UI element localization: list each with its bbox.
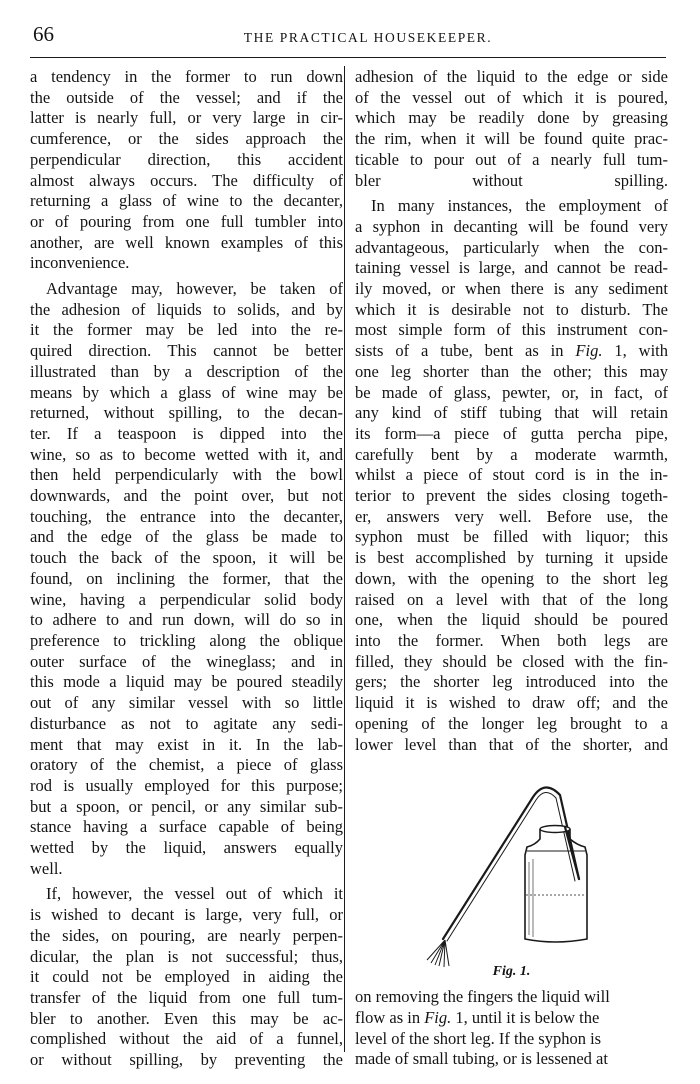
right-column [355, 67, 668, 1070]
text-line: opening of the longer leg brought to a [355, 713, 668, 733]
text-line: touch the back of the spoon, it will be [30, 548, 343, 568]
text-line: returning a glass of wine to the decanter, [30, 191, 343, 211]
text-line: perpendicular direction, this accident [30, 149, 343, 169]
text-line: out of any similar vessel with so little [30, 693, 343, 713]
text-line: then held perpendicularly with the bowl [30, 465, 343, 485]
fig-reference: Fig. [575, 341, 603, 361]
syphon-text-part1 [355, 196, 668, 339]
text-line: In many instances, the employment of [371, 196, 668, 216]
text-line: ment that may exist in it. In the lab- [30, 734, 343, 754]
figure-caption: Fig. 1. [492, 963, 531, 979]
text-line: illustrated than by a description of the [30, 361, 343, 381]
text-line: ticable to pour out of a nearly full tum- [355, 149, 668, 169]
text-line: it the former may be led into the re- [30, 320, 343, 340]
text-line: of the vessel out of which it is poured, [355, 87, 668, 107]
text-line: wine, so as to become wetted with it, and [30, 444, 343, 464]
text-line: to adhere to and run down, will do so in [30, 610, 343, 630]
text-line: cumference, or the sides approach the [30, 129, 343, 149]
text-line: adhesion of the liquid to the edge or side [355, 67, 668, 86]
text-line: gers; the shorter leg introduced into the [355, 672, 668, 692]
paragraph-continued [30, 67, 343, 274]
text-line: carefully bent by a moderate warmth, [355, 444, 668, 464]
text-line: another, are well known examples of this [30, 232, 343, 252]
text-line: bler to another. Even this may be ac- [30, 1008, 343, 1028]
text-line: liquid it is wished to draw off; and the [355, 693, 668, 713]
syphon-figure [355, 767, 668, 982]
fig-reference: Fig. [424, 1007, 452, 1027]
text-line: preference to trickling along the oblique [30, 630, 343, 650]
text-line: into the former. When both legs are [355, 630, 668, 650]
text-line: means by which a glass of wine may be [30, 382, 343, 402]
text-line: wetted by the liquid, answers equally [30, 838, 343, 858]
text-line: If, however, the vessel out of which it [46, 884, 343, 904]
text-line: taining vessel is large, and cannot be read- [355, 258, 668, 278]
text-line: bler without spilling. [355, 170, 668, 190]
text-line: syphon must be filled with liquor; this [355, 527, 668, 547]
text-line: be made of glass, pewter, or, in fact, of [355, 382, 668, 402]
text-line: level of the short leg. If the syphon is [355, 1028, 602, 1048]
text-line: the rim, when it will be found quite prac- [355, 129, 668, 149]
text-line: almost always occurs. The difficulty of [30, 170, 343, 190]
text-line: quired direction. This cannot be better [30, 341, 343, 361]
text-line: is wished to decant is large, very full, or [30, 905, 343, 925]
text-line: oratory of the chemist, a piece of glass [30, 755, 343, 775]
text-line: complished without the aid of a funnel, [30, 1029, 343, 1049]
text-line: found, on inclining the former, that the [30, 568, 343, 588]
page-number: 66 [33, 22, 54, 46]
text-line: lower level than that of the shorter, and [355, 734, 668, 754]
text-line: touching, the entrance into the decanter, [30, 506, 343, 526]
text-line: returned, without spilling, to the decan- [30, 403, 343, 423]
text-line: advantageous, particularly when the con- [355, 237, 668, 257]
text-line: one, when the liquid should be poured [355, 610, 668, 630]
text-line: down, with the opening to the short leg [355, 568, 668, 588]
text-line: which it is desirable not to disturb. The [355, 299, 668, 319]
text-line: but a spoon, or pencil, or any similar sub- [30, 796, 343, 816]
text-line: er, answers very well. Before use, the [355, 506, 668, 526]
text-line: disturbance as not to agitate any sedi- [30, 713, 343, 733]
removing-fingers-rest [355, 1029, 608, 1069]
paragraph-adhesion [30, 279, 343, 879]
text-line: inconvenience. [30, 253, 130, 273]
column-divider [344, 66, 345, 1052]
text-line: whilst a piece of stout cord is in the in- [355, 465, 668, 485]
text-line: downwards, and the point over, but not [30, 486, 343, 506]
left-column [30, 67, 343, 1071]
flow-fig-ref-line: flow as in Fig. 1, until it is below the [355, 1007, 600, 1027]
text-line: this mode a liquid may be poured steadily [30, 672, 343, 692]
header-rule [30, 57, 666, 58]
text-line: Advantage may, however, be taken of [46, 279, 343, 299]
text-line: ily moved, or when there is any sediment [355, 279, 668, 299]
text-line: the sides, on pouring, are nearly perpen- [30, 925, 343, 945]
text-line: most simple form of this instrument con- [355, 320, 668, 340]
text-line: transfer of the liquid from one full tum- [30, 987, 343, 1007]
page-header [30, 22, 666, 52]
text-line: well. [30, 858, 63, 878]
text-line: is best accomplished by turning it upside [355, 548, 668, 568]
text-line: which may be readily done by greasing [355, 108, 668, 128]
text-line: raised on a level with that of the long [355, 589, 668, 609]
paragraph-greasing-rim [355, 67, 668, 191]
text-line: it could not be employed in aiding the [30, 967, 343, 987]
text-line: the adhesion of liquids to solids, and by [30, 299, 343, 319]
text-line: made of small tubing, or is lessened at [355, 1049, 608, 1069]
text-line: or without spilling, by preventing the [30, 1050, 343, 1070]
paragraph-decant-large-vessel [30, 884, 343, 1070]
syphon-illustration [425, 767, 605, 967]
text-line: filled, they should be closed with the fin- [355, 651, 668, 671]
text-line: or of pouring from one full tumbler into [30, 211, 343, 231]
text-line: its form—a piece of gutta percha pipe, [355, 423, 668, 443]
text-line: a tendency in the former to run down [30, 67, 343, 86]
syphon-text-part2 [355, 362, 668, 754]
running-title: THE PRACTICAL HOUSEKEEPER. [243, 30, 493, 45]
text-line: wine, having a perpendicular solid body [30, 589, 343, 609]
text-line: dicular, the plan is not successful; thus, [30, 946, 343, 966]
paragraph-removing-fingers: on removing the fingers the liquid will flow as in Fig. 1, until it is below the level of the short leg. If the syphon is made of small tubing, or is lessened at [355, 987, 610, 1069]
text-line: outer surface of the wineglass; and in [30, 651, 343, 671]
text-line: and the edge of the glass be made to [30, 527, 343, 547]
text-line: a syphon in decanting will be found very [355, 216, 668, 236]
text-line: latter is nearly full, or very large in cir- [30, 108, 343, 128]
text-line: rod is usually employed for this purpose; [30, 775, 343, 795]
text-line: one leg shorter than the other; this may [355, 361, 668, 381]
text-line: ter. If a teaspoon is dipped into the [30, 423, 343, 443]
text-line: any kind of stiff tubing that will retain [355, 403, 668, 423]
text-line: terior to prevent the sides closing togeth- [355, 486, 668, 506]
text-line: the outside of the vessel; and if the [30, 87, 343, 107]
text-line: stance having a surface capable of being [30, 817, 343, 837]
syphon-fig-ref-line: sists of a tube, bent as in Fig. 1, with [355, 341, 668, 361]
paragraph-syphon [355, 196, 668, 755]
